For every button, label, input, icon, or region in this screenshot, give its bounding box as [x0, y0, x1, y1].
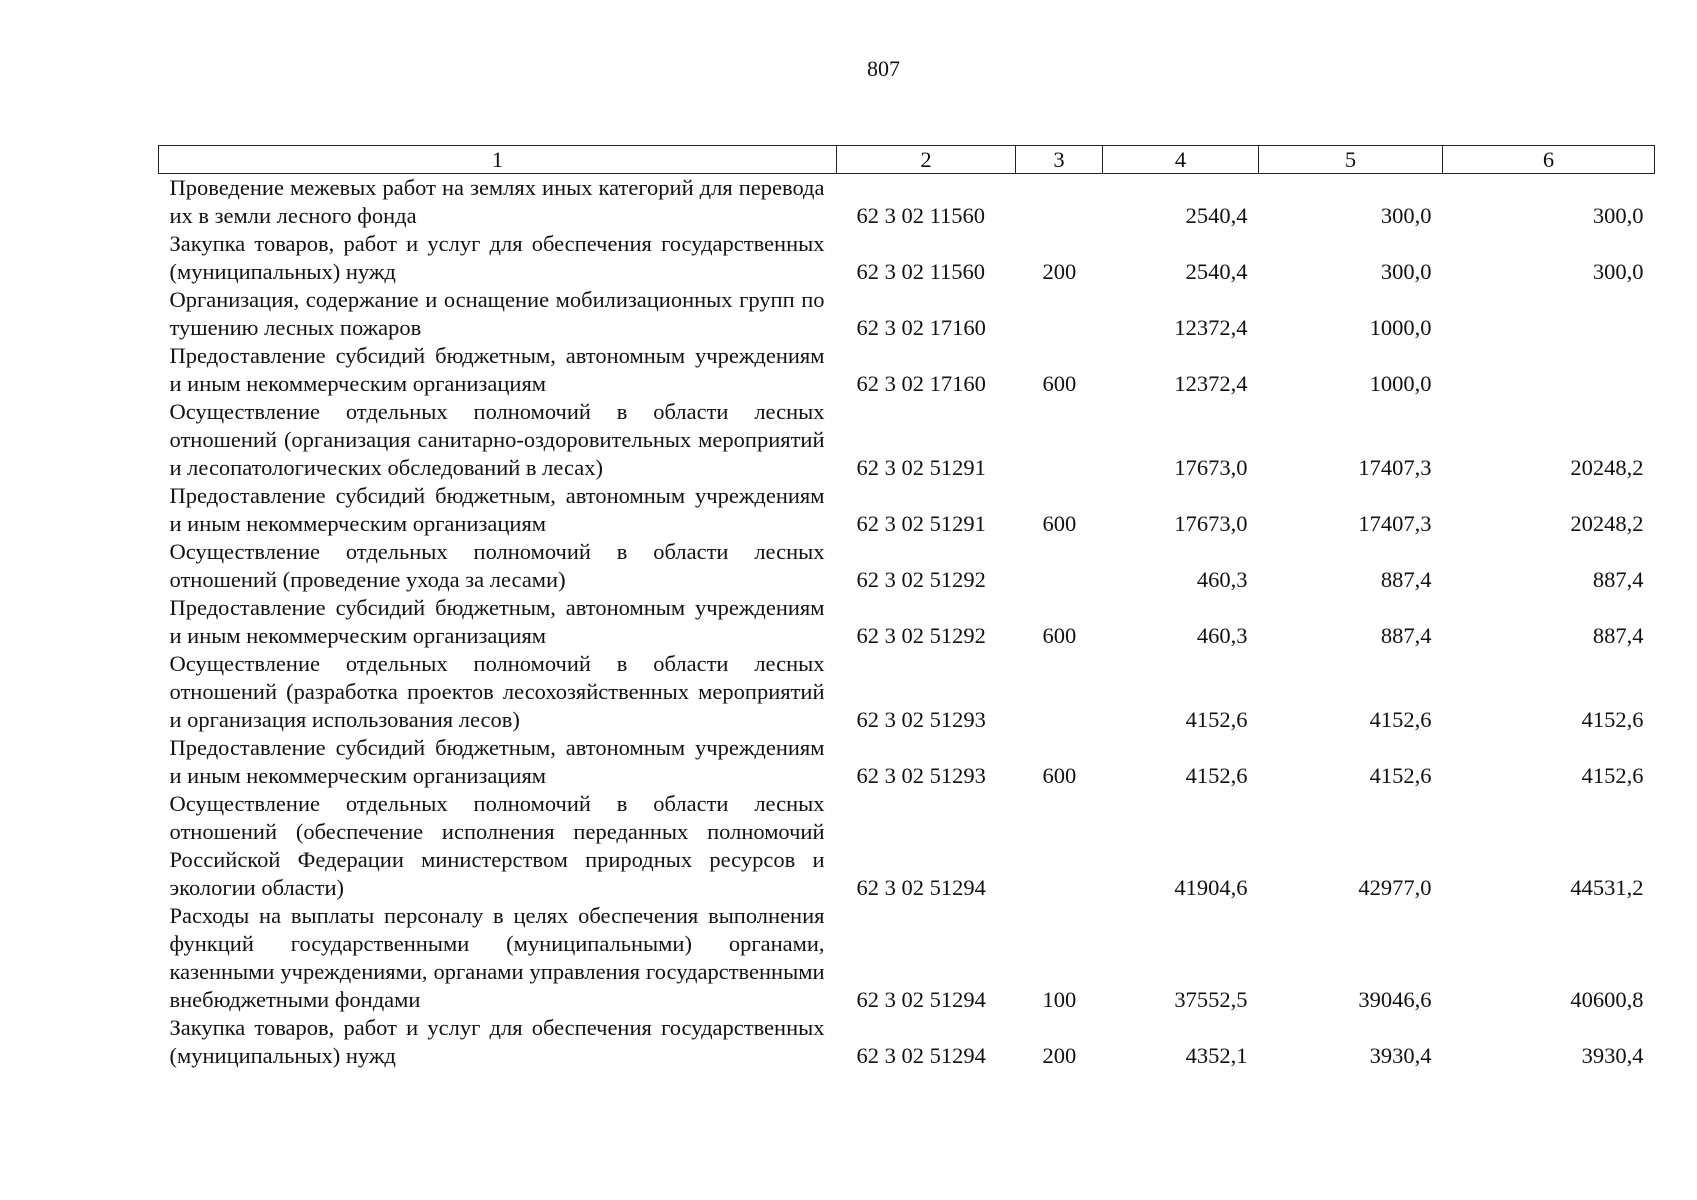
row-description: Закупка товаров, работ и услуг для обеспечения государственных (муниципальных) нужд	[169, 231, 825, 284]
row-expense-type	[1016, 286, 1103, 342]
row-expense-type	[1016, 174, 1103, 231]
table-row	[159, 594, 1655, 650]
row-description: Предоставление субсидий бюджетным, автономным учреждениям и иным некоммерческим организациям	[169, 483, 825, 536]
row-value-col-6: 300,0	[1592, 203, 1644, 228]
row-value-col-4: 4152,6	[1185, 763, 1248, 788]
row-description: Осуществление отдельных полномочий в области лесных отношений (разработка проектов лесохозяйственных мероприятий и организация использования лесов)	[169, 651, 825, 732]
row-expense-type	[1016, 398, 1103, 482]
table-row	[159, 902, 1655, 1014]
row-target-code: 62 3 02 51294	[856, 987, 986, 1012]
table-row	[159, 1014, 1655, 1070]
row-expense-type: 600	[1042, 623, 1077, 648]
row-value-col-4: 2540,4	[1185, 259, 1248, 284]
row-target-code: 62 3 02 51292	[856, 623, 986, 648]
row-value-col-6: 4152,6	[1581, 707, 1644, 732]
row-value-col-4: 4152,6	[1185, 707, 1248, 732]
page-number: 807	[867, 56, 900, 81]
header-col-6: 6	[1443, 146, 1655, 174]
table-body	[159, 174, 1655, 1071]
table-row	[159, 538, 1655, 594]
row-value-col-5: 4152,6	[1369, 707, 1432, 732]
table-row	[159, 734, 1655, 790]
row-value-col-6: 887,4	[1592, 623, 1644, 648]
row-target-code: 62 3 02 51293	[856, 763, 986, 788]
table-row	[159, 286, 1655, 342]
row-description: Закупка товаров, работ и услуг для обеспечения государственных (муниципальных) нужд	[169, 1015, 825, 1068]
row-expense-type	[1016, 790, 1103, 902]
header-col-3: 3	[1016, 146, 1103, 174]
row-target-code: 62 3 02 51291	[856, 455, 986, 480]
row-description: Осуществление отдельных полномочий в области лесных отношений (проведение ухода за лесами)	[169, 539, 825, 592]
row-value-col-5: 39046,6	[1358, 987, 1432, 1012]
row-description: Осуществление отдельных полномочий в области лесных отношений (обеспечение исполнения переданных полномочий Российской Федерации министерством природных ресурсов и экологии области)	[169, 791, 825, 900]
row-target-code: 62 3 02 17160	[856, 315, 986, 340]
row-value-col-4: 460,3	[1196, 623, 1248, 648]
row-value-col-4: 17673,0	[1174, 455, 1248, 480]
row-value-col-5: 300,0	[1380, 259, 1432, 284]
table-row	[159, 650, 1655, 734]
table-row	[159, 482, 1655, 538]
row-target-code: 62 3 02 51292	[856, 567, 986, 592]
row-value-col-4: 17673,0	[1174, 511, 1248, 536]
row-description: Организация, содержание и оснащение мобилизационных групп по тушению лесных пожаров	[169, 287, 825, 340]
row-description: Расходы на выплаты персоналу в целях обеспечения выполнения функций государственными (муниципальными) органами, казенными учреждениями, органами управления государственными внебюджетными фондами	[169, 903, 825, 1012]
row-description: Предоставление субсидий бюджетным, автономным учреждениям и иным некоммерческим организациям	[169, 735, 825, 788]
budget-table	[158, 145, 1655, 1070]
row-value-col-6: 3930,4	[1581, 1043, 1644, 1068]
header-col-1: 1	[159, 146, 837, 174]
row-expense-type: 200	[1042, 1043, 1077, 1068]
row-expense-type: 200	[1042, 259, 1077, 284]
row-expense-type: 600	[1042, 763, 1077, 788]
header-col-5: 5	[1259, 146, 1443, 174]
table-row	[159, 230, 1655, 286]
row-value-col-4: 12372,4	[1174, 315, 1248, 340]
row-target-code: 62 3 02 11560	[856, 259, 986, 284]
row-target-code: 62 3 02 51294	[856, 875, 986, 900]
row-value-col-5: 1000,0	[1369, 371, 1432, 396]
row-value-col-6: 44531,2	[1570, 875, 1644, 900]
row-value-col-6: 20248,2	[1570, 455, 1644, 480]
row-target-code: 62 3 02 17160	[856, 371, 986, 396]
row-value-col-5: 3930,4	[1369, 1043, 1432, 1068]
row-target-code: 62 3 02 51293	[856, 707, 986, 732]
row-target-code: 62 3 02 11560	[856, 203, 986, 228]
row-value-col-5: 1000,0	[1369, 315, 1432, 340]
row-value-col-6: 4152,6	[1581, 763, 1644, 788]
row-value-col-4: 2540,4	[1185, 203, 1248, 228]
row-value-col-5: 17407,3	[1358, 511, 1432, 536]
table-row	[159, 790, 1655, 902]
row-expense-type: 600	[1042, 371, 1077, 396]
table-header	[159, 146, 1655, 174]
row-value-col-6: 20248,2	[1570, 511, 1644, 536]
table-row	[159, 174, 1655, 231]
row-value-col-5: 17407,3	[1358, 455, 1432, 480]
row-value-col-4: 12372,4	[1174, 371, 1248, 396]
header-row	[159, 146, 1655, 174]
header-col-4: 4	[1103, 146, 1259, 174]
table-row	[159, 398, 1655, 482]
row-value-col-5: 42977,0	[1358, 875, 1432, 900]
row-value-col-6	[1443, 286, 1655, 342]
row-description: Проведение межевых работ на землях иных категорий для перевода их в земли лесного фонда	[169, 175, 825, 228]
row-expense-type: 100	[1042, 987, 1077, 1012]
row-value-col-5: 300,0	[1380, 203, 1432, 228]
row-value-col-5: 887,4	[1380, 623, 1432, 648]
row-expense-type: 600	[1042, 511, 1077, 536]
row-description: Осуществление отдельных полномочий в области лесных отношений (организация санитарно-оздоровительных мероприятий и лесопатологических обследований в лесах)	[169, 399, 825, 480]
table-row	[159, 342, 1655, 398]
row-value-col-6: 887,4	[1592, 567, 1644, 592]
row-description: Предоставление субсидий бюджетным, автономным учреждениям и иным некоммерческим организациям	[169, 595, 825, 648]
row-value-col-5: 887,4	[1380, 567, 1432, 592]
row-expense-type	[1016, 538, 1103, 594]
row-value-col-4: 37552,5	[1174, 987, 1248, 1012]
row-value-col-6	[1443, 342, 1655, 398]
row-value-col-6: 300,0	[1592, 259, 1644, 284]
row-expense-type	[1016, 650, 1103, 734]
row-value-col-4: 41904,6	[1174, 875, 1248, 900]
row-value-col-4: 460,3	[1196, 567, 1248, 592]
row-target-code: 62 3 02 51291	[856, 511, 986, 536]
header-col-2: 2	[837, 146, 1016, 174]
row-description: Предоставление субсидий бюджетным, автономным учреждениям и иным некоммерческим организациям	[169, 343, 825, 396]
row-value-col-5: 4152,6	[1369, 763, 1432, 788]
row-value-col-4: 4352,1	[1185, 1043, 1248, 1068]
row-target-code: 62 3 02 51294	[856, 1043, 986, 1068]
row-value-col-6: 40600,8	[1570, 987, 1644, 1012]
